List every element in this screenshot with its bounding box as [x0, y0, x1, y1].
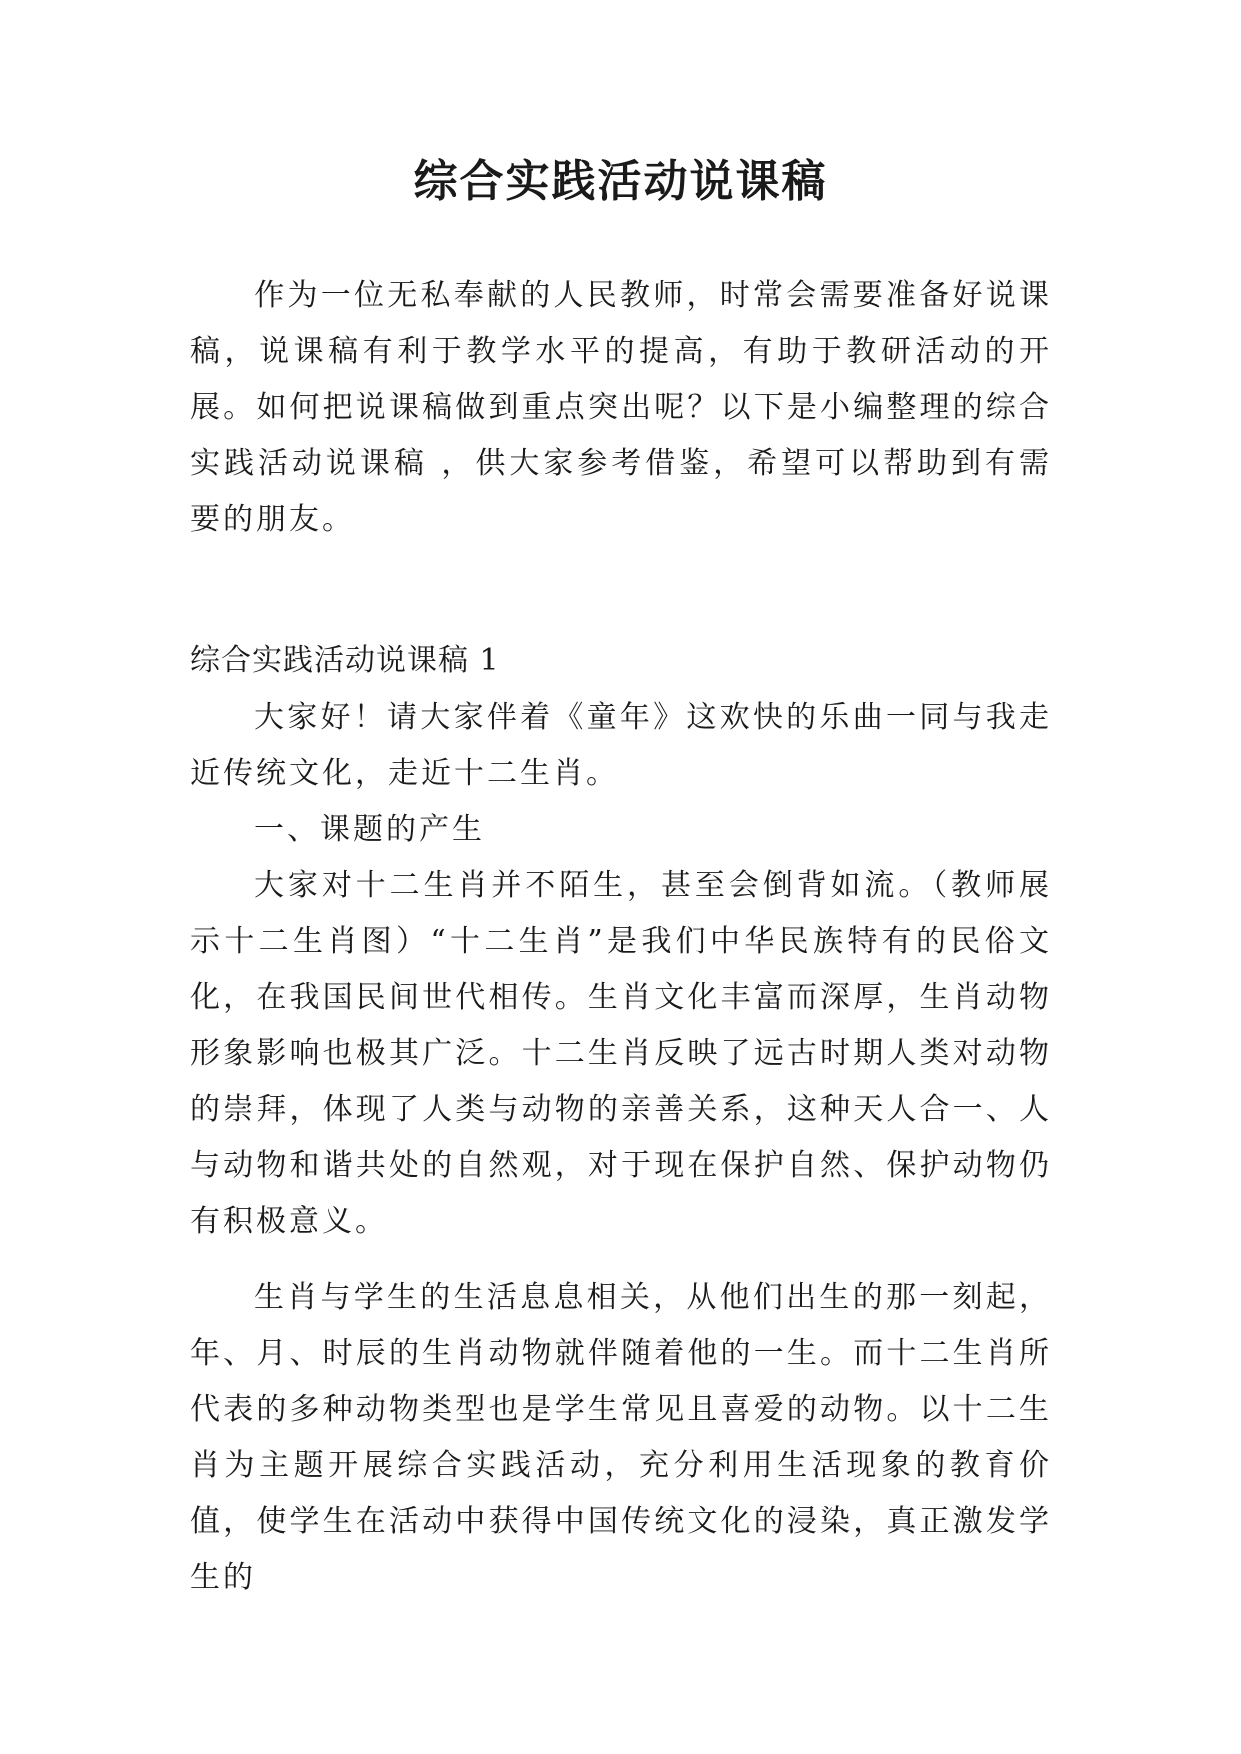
section-heading: 综合实践活动说课稿 1	[190, 643, 500, 678]
subheading-topic-origin: 一、课题的产生	[254, 812, 485, 847]
zodiac-life-paragraph: 生肖与学生的生活息息相关，从他们出生的那一刻起，年、月、时辰的生肖动物就伴随着他的一生。而十二生肖所代表的多种动物类型也是学生常见且喜爱的动物。以十二生肖为主题开展综合实践活动，充分利用生活现象的教育价值，使学生在活动中获得中国传统文化的浸染，真正激发学生的	[190, 1280, 1052, 1595]
document-title: 综合实践活动说课稿	[413, 156, 828, 207]
greeting-paragraph: 大家好！请大家伴着《童年》这欢快的乐曲一同与我走近传统文化，走近十二生肖。	[190, 700, 1052, 791]
intro-text: 作为一位无私奉献的人民教师，时常会需要准备好说课稿，说课稿有利于教学水平的提高，有助于教研活动的开展。如何把说课稿做到重点突出呢？以下是小编整理的综合实践活动说课稿 ，供大家参考借鉴，希望可以帮助到有需要的朋友。	[190, 278, 1052, 537]
zodiac-culture-paragraph: 大家对十二生肖并不陌生，甚至会倒背如流。（教师展示十二生肖图）“十二生肖”是我们中华民族特有的民俗文化，在我国民间世代相传。生肖文化丰富而深厚，生肖动物形象影响也极其广泛。十二生肖反映了远古时期人类对动物的崇拜，体现了人类与动物的亲善关系，这种天人合一、人与动物和谐共处的自然观，对于现在保护自然、保护动物仍有积极意义。	[190, 868, 1052, 1239]
intro-paragraph	[190, 268, 1052, 548]
section-content	[190, 690, 1052, 1606]
